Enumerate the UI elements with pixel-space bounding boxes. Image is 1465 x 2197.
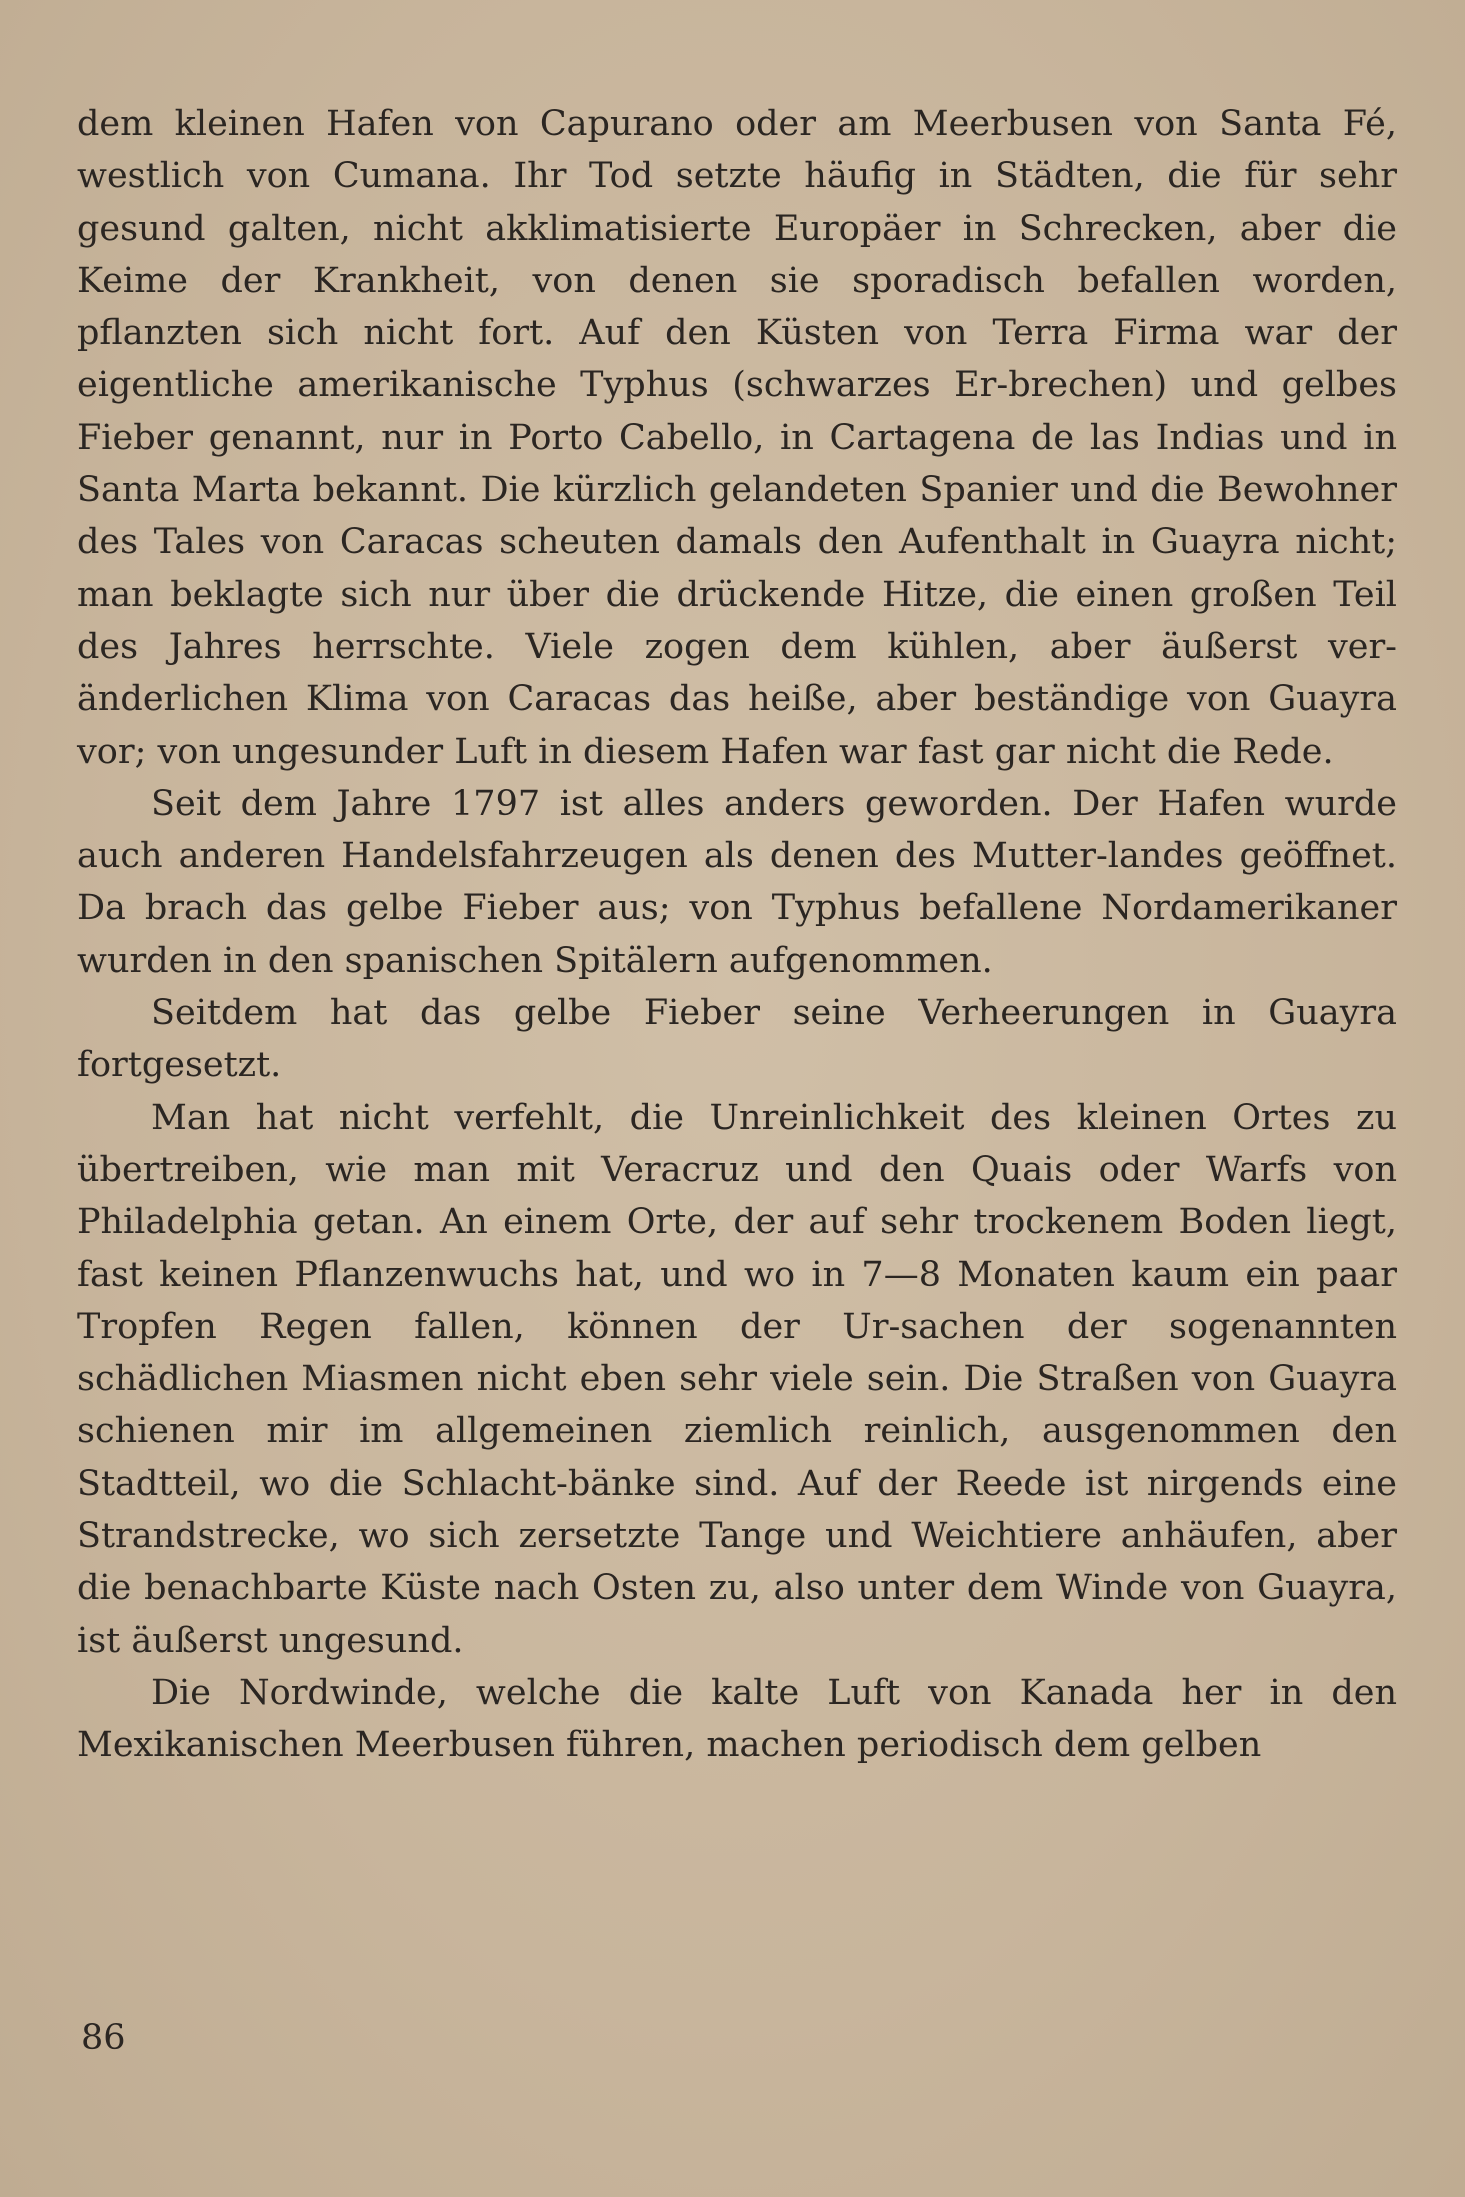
book-page-text [77, 98, 1397, 1772]
page-number: 86 [81, 2018, 126, 2058]
paragraph: Man hat nicht verfehlt, die Unreinlichkeit des kleinen Ortes zu übertreiben, wie man mit Veracruz und den Quais oder Warfs von Philadelphia getan. An einem Orte, der auf sehr trockenem Boden liegt, fast keinen Pflanzenwuchs hat, und wo in 7—8 Monaten kaum ein paar Tropfen Regen fallen, können der Ur-sachen der sogenannten schädlichen Miasmen nicht eben sehr viele sein. Die Straßen von Guayra schienen mir im allgemeinen ziemlich reinlich, ausgenommen den Stadtteil, wo die Schlacht-bänke sind. Auf der Reede ist nirgends eine Strandstrecke, wo sich zersetzte Tange und Weichtiere anhäufen, aber die benachbarte Küste nach Osten zu, also unter dem Winde von Guayra, ist äußerst ungesund. [77, 1097, 1397, 1661]
paragraph: Seitdem hat das gelbe Fieber seine Verheerungen in Guayra fortgesetzt. [77, 993, 1397, 1086]
paragraph: Seit dem Jahre 1797 ist alles anders geworden. Der Hafen wurde auch anderen Handelsfahrzeugen als denen des Mutter-landes geöffnet. Da brach das gelbe Fieber aus; von Typhus befallene Nordamerikaner wurden in den spanischen Spitälern aufgenommen. [77, 783, 1397, 981]
paragraph: dem kleinen Hafen von Capurano oder am Meerbusen von Santa Fé, westlich von Cumana. Ihr Tod setzte häufig in Städten, die für sehr gesund galten, nicht akklimatisierte Europäer in Schrecken, aber die Keime der Krankheit, von denen sie sporadisch befallen worden, pflanzten sich nicht fort. Auf den Küsten von Terra Firma war der eigentliche amerikanische Typhus (schwarzes Er-brechen) und gelbes Fieber genannt, nur in Porto Cabello, in Cartagena de las Indias und in Santa Marta bekannt. Die kürzlich gelandeten Spanier und die Bewohner des Tales von Caracas scheuten damals den Aufenthalt in Guayra nicht; man beklagte sich nur über die drückende Hitze, die einen großen Teil des Jahres herrschte. Viele zogen dem kühlen, aber äußerst ver-änderlichen Klima von Caracas das heiße, aber beständige von Guayra vor; von ungesunder Luft in diesem Hafen war fast gar nicht die Rede. [77, 104, 1397, 772]
paragraph: Die Nordwinde, welche die kalte Luft von Kanada her in den Mexikanischen Meerbusen führen, machen periodisch dem gelben [77, 1672, 1397, 1766]
